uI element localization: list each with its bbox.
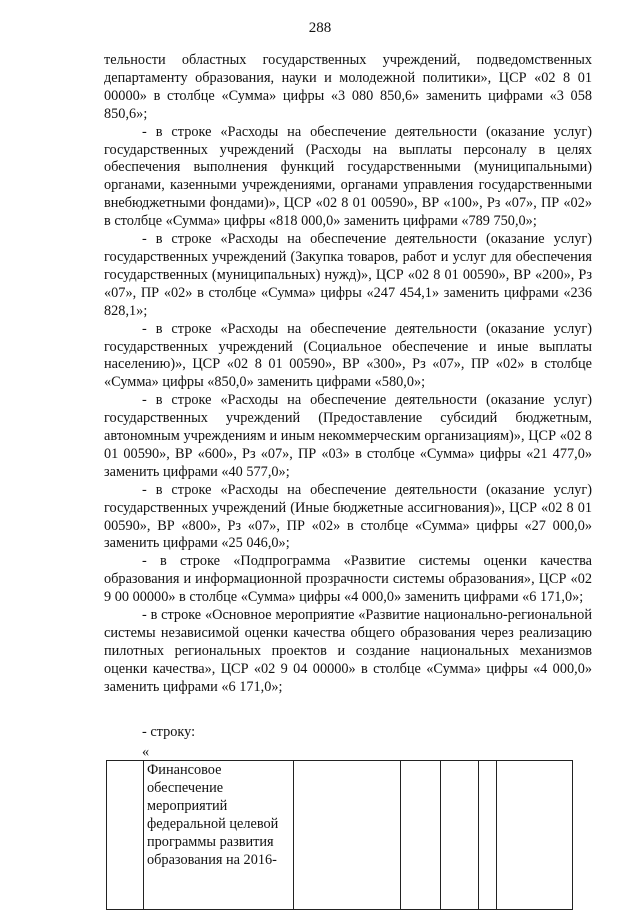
table-cell-sum (497, 761, 573, 910)
page-number: 288 (308, 20, 332, 36)
table-cell-rz (441, 761, 479, 910)
opening-quote: « (142, 744, 150, 760)
table-cell-csr (294, 761, 401, 910)
table-cell-vr (401, 761, 441, 910)
table-row (107, 761, 573, 910)
paragraph-6: - в строке «Расходы на обеспечение деятельности (оказание услуг) государственных учреждений (Иные бюджетные ассигнования)», ЦСР «02 8 01 00590», ВР «800», Рз «07», ПР «02» в столбце «Сумма» цифры «27 000,0» заменить цифрами «25 046,0»; (104, 481, 592, 552)
paragraph-3: - в строке «Расходы на обеспечение деятельности (оказание услуг) государственных учреждений (Закупка товаров, работ и услуг для обеспечения государственных (муниципальных) нужд)», ЦСР «02 8 01 00590», ВР «200», Рз «07», ПР «02» в столбце «Сумма» цифры «247 454,1» заменить цифрами «236 828,1»; (104, 231, 592, 319)
paragraph-4: - в строке «Расходы на обеспечение деятельности (оказание услуг) государственных учреждений (Социальное обеспечение и иные выплаты населению)», ЦСР «02 8 01 00590», ВР «300», Рз «07», ПР «02» в столбце «Сумма» цифры «850,0» заменить цифрами «580,0»; (104, 320, 592, 391)
table-cell-number (107, 761, 144, 910)
budget-table (106, 760, 573, 910)
paragraph-5: - в строке «Расходы на обеспечение деятельности (оказание услуг) государственных учреждений (Предоставление субсидий бюджетным, автономным учреждениям и иным некоммерческим организациям)», ЦСР «02 8 01 00590», ВР «600», Рз «07», ПР «03» в столбце «Сумма» цифры «21 477,0» заменить цифрами «40 577,0»; (104, 392, 592, 480)
budget-table-fragment (106, 760, 572, 910)
row-intro: - строку: (142, 724, 196, 740)
document-body (104, 52, 592, 697)
table-cell-name: Финансовое обеспечение мероприятий федеральной целевой программы развития образования на 2016- (144, 761, 294, 910)
paragraph-2: - в строке «Расходы на обеспечение деятельности (оказание услуг) государственных учреждений (Расходы на выплаты персоналу в целях обеспечения выполнения функций государственными (муниципальными) органами, казенными учреждениями, органами управления государственными внебюджетными фондами)», ЦСР «02 8 01 00590», ВР «100», Рз «07», ПР «02» в столбце «Сумма» цифры «818 000,0» заменить цифрами «789 750,0»; (104, 123, 592, 230)
paragraph-8: - в строке «Основное мероприятие «Развитие национально-региональной системы независимой оценки качества общего образования через реализацию пилотных региональных проектов и создание национальных механизмов оценки качества», ЦСР «02 9 04 00000» в столбце «Сумма» цифры «4 000,0» заменить цифрами «6 171,0»; (104, 607, 592, 695)
paragraph-7: - в строке «Подпрограмма «Развитие системы оценки качества образования и информационной прозрачности системы образования», ЦСР «02 9 00 00000» в столбце «Сумма» цифры «4 000,0» заменить цифрами «6 171,0»; (104, 553, 592, 606)
table-cell-pr (479, 761, 497, 910)
paragraph-1: тельности областных государственных учреждений, подведомственных департаменту образования, науки и молодежной политики», ЦСР «02 8 01 00000» в столбце «Сумма» цифры «3 080 850,6» заменить цифрами «3 058 850,6»; (104, 52, 592, 122)
